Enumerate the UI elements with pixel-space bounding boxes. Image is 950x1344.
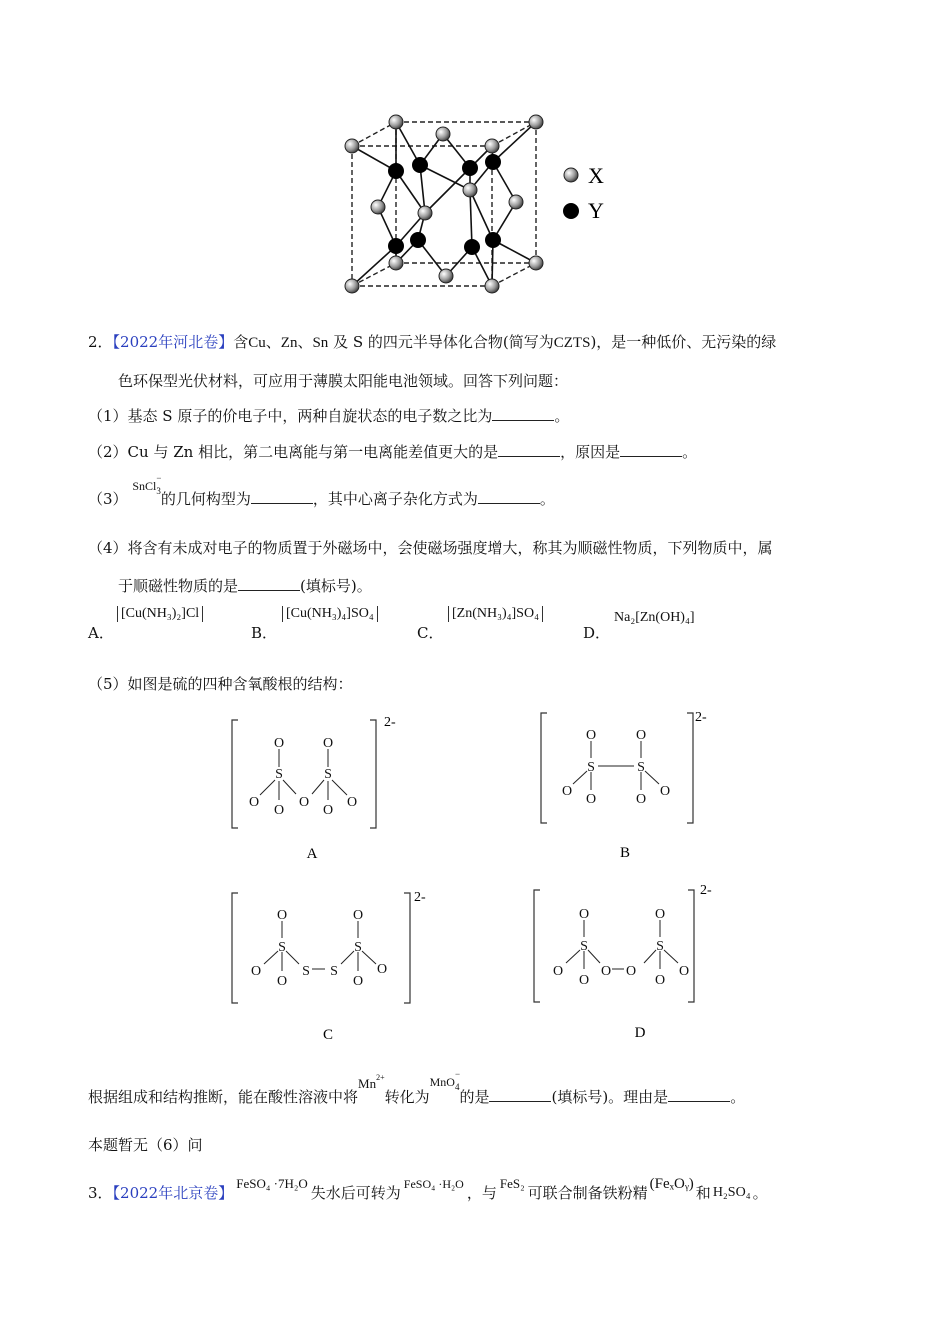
svg-text:O: O xyxy=(276,974,288,989)
structure-label: C xyxy=(322,1027,334,1043)
structure-a xyxy=(228,710,418,870)
svg-text:S: S xyxy=(302,964,310,979)
sncl3-formula: SnCl − 3 xyxy=(132,473,162,496)
q3-intro: 3．【2022年北京卷】FeSO₄ ·7H₂O失水后可转为 $^{FeSO_4 \cdot H_2O}$ ，与FeS₂可联合制备铁粉精 (FeₓOᵧ) 和 H₂SO₄ 。 xyxy=(88,1176,768,1202)
svg-text:O: O xyxy=(678,964,690,979)
svg-text:O: O xyxy=(346,795,358,810)
q2-number: 2． xyxy=(88,333,113,351)
q2-part4-line2: 于顺磁性物质的是 (填标号)。 xyxy=(118,577,372,595)
charge-label: 2- xyxy=(700,883,712,898)
option-c-formula: [Zn(NH₃)₄]SO₄ xyxy=(448,606,543,622)
svg-text:O: O xyxy=(654,907,666,922)
option-a: A． xyxy=(88,624,114,642)
q2-part1: （1）基态 S 原子的价电子中，两种自旋状态的电子数之比为 。 xyxy=(88,407,570,425)
svg-text:S: S xyxy=(275,767,283,782)
formula-fes2: FeS₂ xyxy=(499,1176,525,1191)
q2-part2: （2）Cu 与 Zn 相比，第二电离能与第一电离能差值更大的是 ，原因是 。 xyxy=(88,443,698,461)
svg-text:O: O xyxy=(298,795,310,810)
svg-text:O: O xyxy=(600,964,612,979)
structure-label: B xyxy=(619,845,631,861)
q2-source: 【2022年河北卷】 xyxy=(112,333,234,351)
svg-text:S: S xyxy=(637,760,645,775)
svg-text:O: O xyxy=(625,964,637,979)
svg-text:O: O xyxy=(273,736,285,751)
svg-text:S: S xyxy=(587,760,595,775)
answer-blank[interactable] xyxy=(251,489,313,504)
q2-intro-line1: 2．【2022年河北卷】含Cu、Zn、Sn 及 S 的四元半导体化合物(简写为CZTS)，是一种低价、无污染的绿 xyxy=(88,333,777,351)
answer-blank[interactable] xyxy=(668,1087,730,1102)
mn-ion: $Mn^{2+}$ xyxy=(358,1073,385,1091)
svg-text:O: O xyxy=(585,728,597,743)
svg-text:O: O xyxy=(250,964,262,979)
formula-feso4-7h2o: FeSO₄ ·7H₂O xyxy=(236,1176,308,1191)
answer-blank[interactable] xyxy=(238,576,300,591)
answer-blank[interactable] xyxy=(620,442,682,457)
svg-text:O: O xyxy=(352,908,364,923)
svg-text:S: S xyxy=(330,964,338,979)
svg-text:O: O xyxy=(248,795,260,810)
q2-intro-line2: 色环保型光伏材料，可应用于薄膜太阳能电池领域。回答下列问题： xyxy=(118,372,569,390)
option-c: C． xyxy=(417,624,444,642)
svg-text:S: S xyxy=(656,939,664,954)
option-d: D． xyxy=(583,624,611,642)
option-b: B． xyxy=(251,624,278,642)
svg-text:O: O xyxy=(578,907,590,922)
q2-part4-line1: （4）将含有未成对电子的物质置于外磁场中，会使磁场强度增大，称其为顺磁性物质，下列物质中，属 xyxy=(88,539,773,557)
q2-part6-note: 本题暂无（6）问 xyxy=(88,1136,203,1154)
structure-c xyxy=(228,885,438,1045)
svg-text:O: O xyxy=(654,973,666,988)
svg-text:O: O xyxy=(276,908,288,923)
charge-label: 2- xyxy=(384,715,396,730)
svg-text:O: O xyxy=(659,784,671,799)
svg-text:S: S xyxy=(278,940,286,955)
formula-feso4-h2o: FeSO₄ ·H₂O xyxy=(403,1177,464,1191)
answer-blank[interactable] xyxy=(489,1087,551,1102)
svg-text:O: O xyxy=(322,736,334,751)
svg-text:O: O xyxy=(561,784,573,799)
option-b-formula: [Cu(NH₃)₄]SO₄ xyxy=(282,606,378,622)
svg-text:O: O xyxy=(635,728,647,743)
crystal-structure-figure xyxy=(330,108,630,308)
structure-label: A xyxy=(306,846,318,862)
structure-b xyxy=(535,705,725,865)
structure-label: D xyxy=(634,1025,646,1041)
svg-text:O: O xyxy=(376,962,388,977)
q3-source: 【2022年北京卷】 xyxy=(112,1184,234,1202)
svg-text:O: O xyxy=(635,792,647,807)
svg-text:S: S xyxy=(354,940,362,955)
y-atoms xyxy=(388,154,501,255)
svg-text:O: O xyxy=(552,964,564,979)
svg-text:O: O xyxy=(585,792,597,807)
legend xyxy=(563,163,604,223)
q2-part3: （3） $^{SnCl - _3}$的几何构型为 ，其中心离子杂化方式为 。 xyxy=(88,473,555,508)
svg-text:O: O xyxy=(352,974,364,989)
charge-label: 2- xyxy=(695,710,707,725)
answer-blank[interactable] xyxy=(478,489,540,504)
charge-label: 2- xyxy=(414,890,426,905)
answer-blank[interactable] xyxy=(498,442,560,457)
option-a-formula: [Cu(NH₃)₂]Cl xyxy=(117,606,203,622)
svg-text:S: S xyxy=(580,939,588,954)
structure-d xyxy=(528,882,738,1042)
q2-part5-question: 根据组成和结构推断，能在酸性溶液中将$Mn^{2+}$转化为$^{MnO - _4}$的是 (填标号)。理由是 。 xyxy=(88,1069,746,1106)
svg-text:O: O xyxy=(578,973,590,988)
q3-number: 3． xyxy=(88,1184,113,1202)
formula-h2so4: H₂SO₄ xyxy=(712,1185,751,1200)
q2-part5: （5）如图是硫的四种含氧酸根的结构： xyxy=(88,675,353,693)
legend-label-y: Y xyxy=(588,198,604,223)
answer-blank[interactable] xyxy=(492,406,554,421)
svg-text:S: S xyxy=(324,767,332,782)
option-d-formula: Na₂[Zn(OH)₄] xyxy=(614,610,695,625)
legend-label-x: X xyxy=(588,163,604,188)
formula-fexoy: (FeₓOᵧ) xyxy=(649,1176,694,1192)
svg-text:O: O xyxy=(273,803,285,818)
mno4-ion: MnO − 4 xyxy=(429,1069,461,1092)
svg-text:O: O xyxy=(322,803,334,818)
